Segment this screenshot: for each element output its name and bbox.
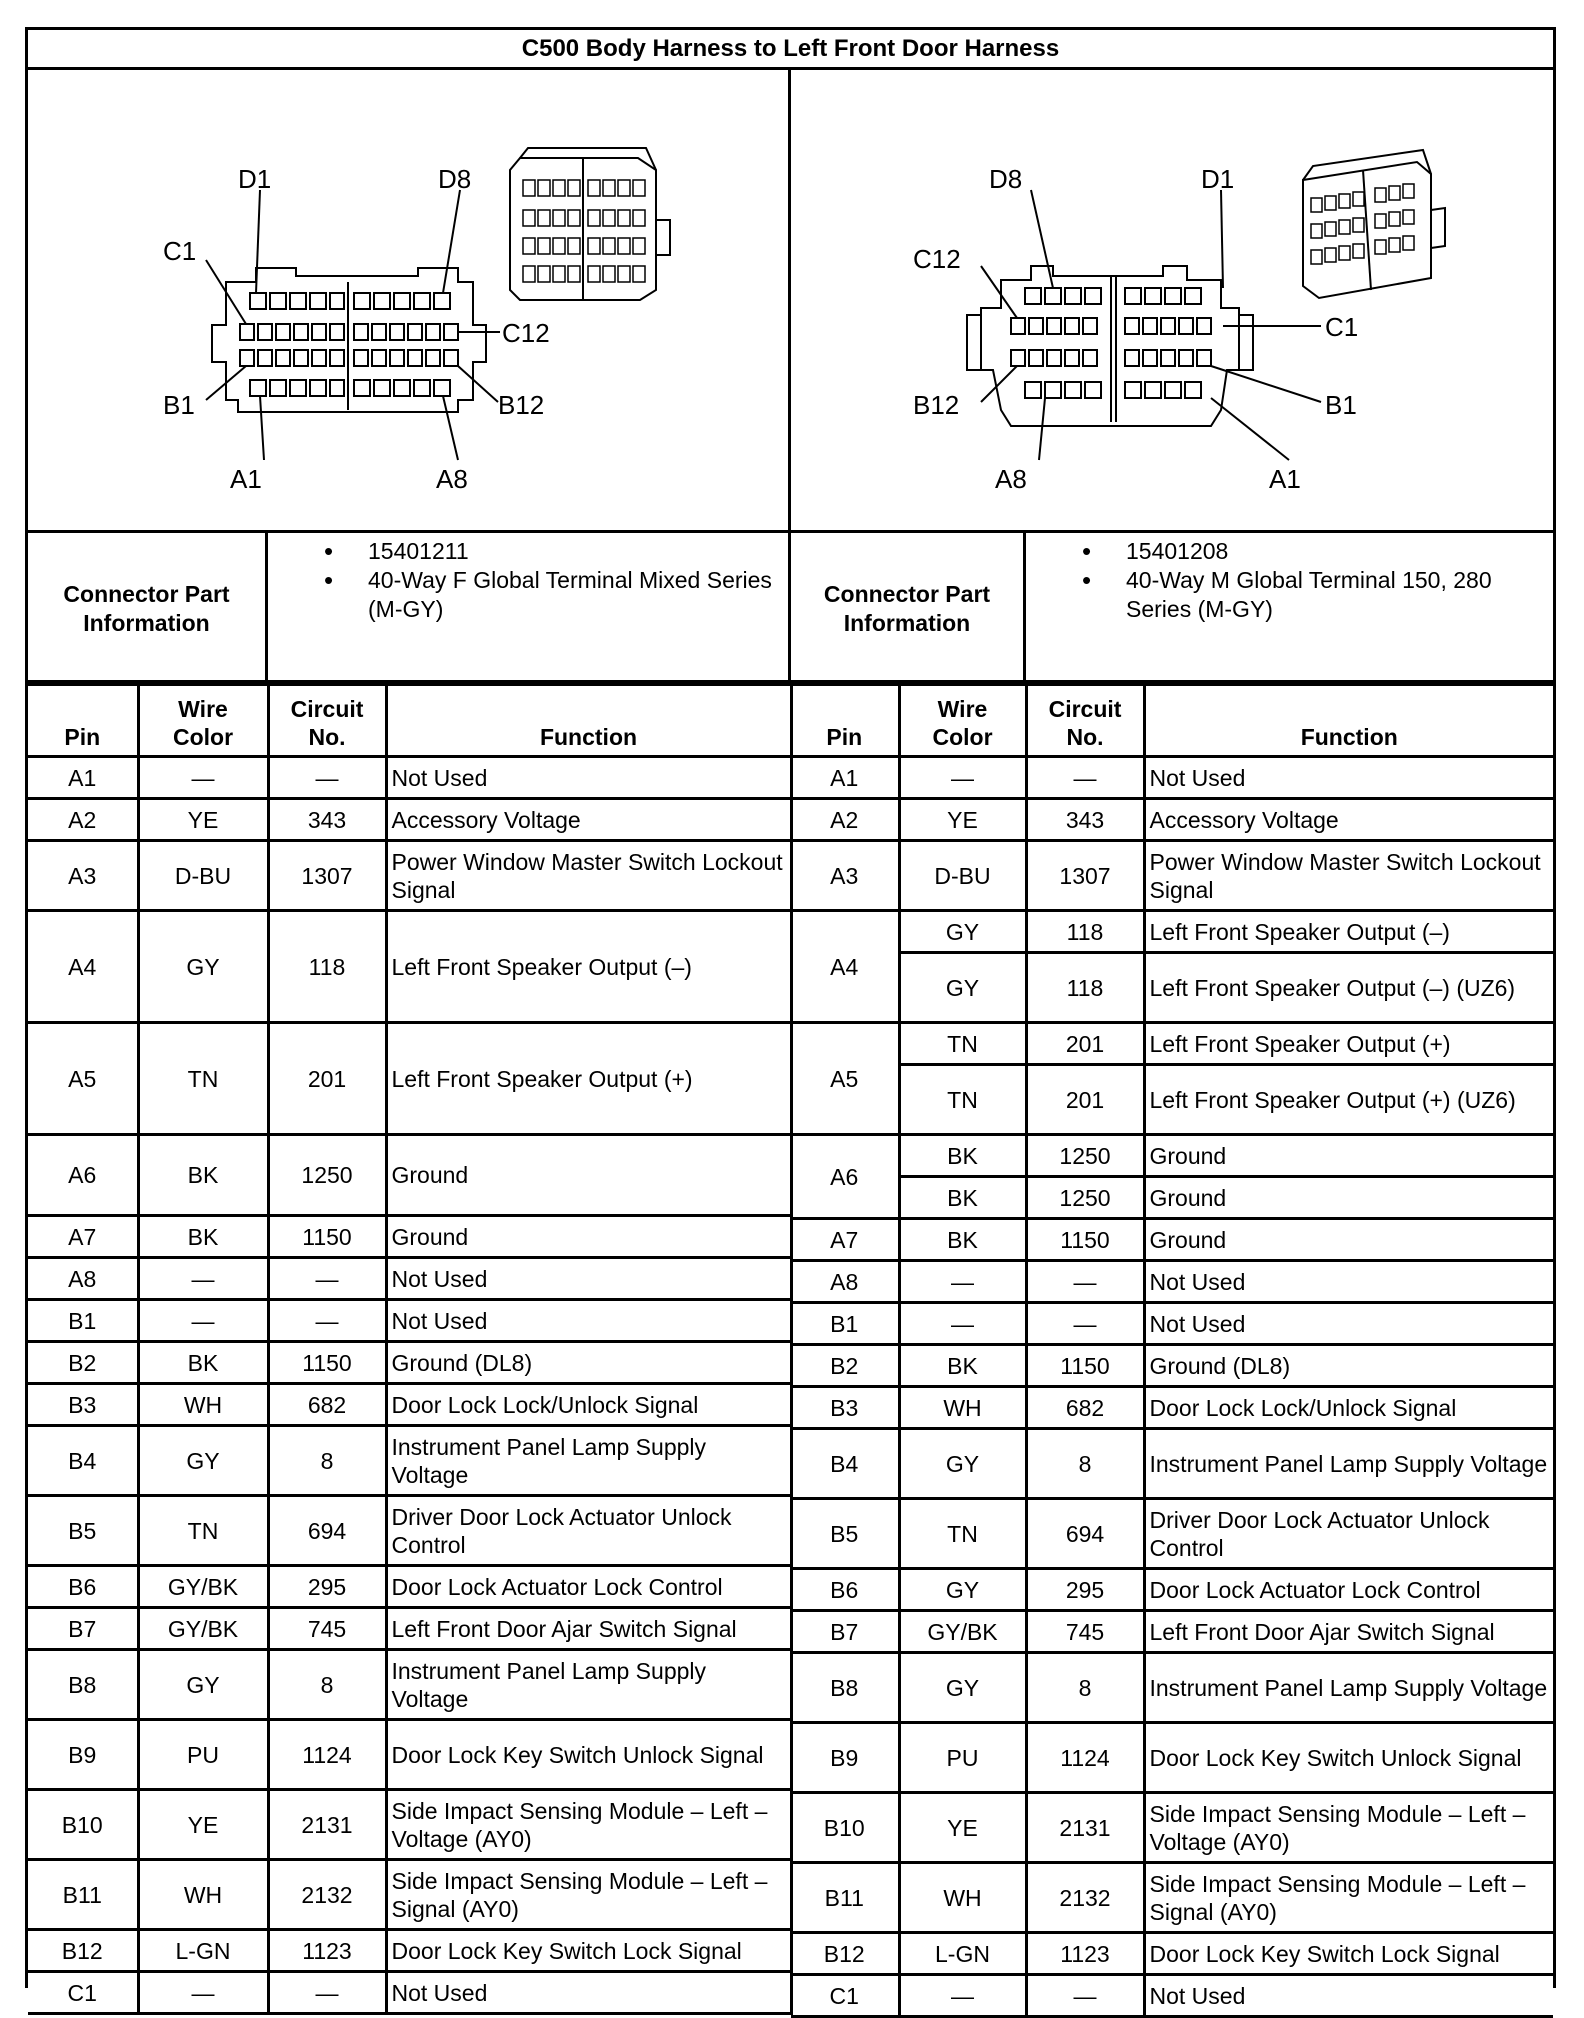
column-header-circuit: Circuit No. xyxy=(268,685,386,757)
connector-face-female xyxy=(28,70,788,530)
pin-cell: C1 xyxy=(28,1972,138,2014)
function-cell: Instrument Panel Lamp Supply Voltage xyxy=(1144,1653,1553,1723)
function-cell: Instrument Panel Lamp Supply Voltage xyxy=(386,1426,791,1496)
pin-cell: A4 xyxy=(28,911,138,1023)
wire-cell: L-GN xyxy=(899,1933,1026,1975)
table-row xyxy=(791,1023,1553,1065)
connector-diagram-right xyxy=(791,70,1553,533)
wire-cell: — xyxy=(138,1300,268,1342)
table-row xyxy=(791,1975,1553,2017)
circuit-cell: 745 xyxy=(268,1608,386,1650)
label-a1: A1 xyxy=(1269,464,1301,494)
wire-cell: — xyxy=(899,1303,1026,1345)
table-row xyxy=(28,1258,791,1300)
label-b1: B1 xyxy=(1325,390,1357,420)
label-c12: C12 xyxy=(913,244,961,274)
circuit-cell: 201 xyxy=(1026,1023,1144,1065)
pin-cell: B5 xyxy=(28,1496,138,1566)
function-cell: Door Lock Actuator Lock Control xyxy=(386,1566,791,1608)
function-cell: Accessory Voltage xyxy=(1144,799,1553,841)
table-row xyxy=(28,911,791,1023)
pin-cell: A6 xyxy=(28,1135,138,1216)
function-cell: Instrument Panel Lamp Supply Voltage xyxy=(386,1650,791,1720)
pin-cell: B8 xyxy=(28,1650,138,1720)
wire-cell: GY xyxy=(899,911,1026,953)
table-row xyxy=(791,1499,1553,1569)
table-row xyxy=(28,1496,791,1566)
function-cell: Not Used xyxy=(386,757,791,799)
wire-cell: — xyxy=(138,1258,268,1300)
circuit-cell: 694 xyxy=(268,1496,386,1566)
pin-cell: B12 xyxy=(28,1930,138,1972)
wire-cell: BK xyxy=(138,1342,268,1384)
label-d1: D1 xyxy=(1201,164,1235,194)
table-row xyxy=(791,1723,1553,1793)
label-c1: C1 xyxy=(1325,312,1359,342)
column-header-pin: Pin xyxy=(28,685,138,757)
function-cell: Accessory Voltage xyxy=(386,799,791,841)
circuit-cell: 1124 xyxy=(1026,1723,1144,1793)
circuit-cell: 1307 xyxy=(268,841,386,911)
circuit-cell: — xyxy=(268,1300,386,1342)
circuit-cell: — xyxy=(1026,1975,1144,2017)
circuit-cell: 1150 xyxy=(268,1342,386,1384)
function-cell: Left Front Speaker Output (+) xyxy=(1144,1023,1553,1065)
connector-info-list xyxy=(268,533,788,624)
function-cell: Ground (DL8) xyxy=(386,1342,791,1384)
function-cell: Door Lock Key Switch Lock Signal xyxy=(386,1930,791,1972)
column-header-circuit: Circuit No. xyxy=(1026,685,1144,757)
table-row xyxy=(791,1261,1553,1303)
wire-cell: TN xyxy=(899,1065,1026,1135)
circuit-cell: 694 xyxy=(1026,1499,1144,1569)
function-cell: Side Impact Sensing Module – Left – Signal (AY0) xyxy=(386,1860,791,1930)
function-cell: Not Used xyxy=(1144,1261,1553,1303)
function-cell: Power Window Master Switch Lockout Signal xyxy=(386,841,791,911)
connector-info-heading: Connector Part Information xyxy=(28,533,268,680)
function-cell: Door Lock Lock/Unlock Signal xyxy=(386,1384,791,1426)
circuit-cell: 1250 xyxy=(268,1135,386,1216)
pin-cell: A2 xyxy=(28,799,138,841)
wire-cell: TN xyxy=(899,1499,1026,1569)
wire-cell: PU xyxy=(899,1723,1026,1793)
pin-cell: A7 xyxy=(791,1219,899,1261)
column-header-pin: Pin xyxy=(791,685,899,757)
label-d8: D8 xyxy=(989,164,1023,194)
table-row xyxy=(28,1300,791,1342)
wire-cell: GY xyxy=(899,1569,1026,1611)
circuit-cell: 1123 xyxy=(1026,1933,1144,1975)
circuit-cell: 1123 xyxy=(268,1930,386,1972)
table-row xyxy=(791,841,1553,911)
pin-cell: B11 xyxy=(28,1860,138,1930)
wire-cell: TN xyxy=(138,1496,268,1566)
wire-cell: YE xyxy=(899,1793,1026,1863)
table-row xyxy=(28,1650,791,1720)
function-cell: Left Front Speaker Output (–) xyxy=(386,911,791,1023)
pin-cell: A6 xyxy=(791,1135,899,1219)
table-row xyxy=(28,841,791,911)
table-row xyxy=(791,799,1553,841)
circuit-cell: 2132 xyxy=(1026,1863,1144,1933)
table-row xyxy=(791,1793,1553,1863)
pin-cell: B2 xyxy=(28,1342,138,1384)
wire-cell: GY/BK xyxy=(138,1566,268,1608)
table-row xyxy=(791,1933,1553,1975)
function-cell: Not Used xyxy=(1144,757,1553,799)
wire-cell: TN xyxy=(899,1023,1026,1065)
part-description: • 40-Way F Global Terminal Mixed Series (M-GY) xyxy=(268,566,788,624)
wire-cell: — xyxy=(138,1972,268,2014)
pin-cell: B10 xyxy=(28,1790,138,1860)
function-cell: Door Lock Key Switch Unlock Signal xyxy=(1144,1723,1553,1793)
function-cell: Door Lock Actuator Lock Control xyxy=(1144,1569,1553,1611)
label-c1: C1 xyxy=(163,236,197,266)
label-b12: B12 xyxy=(498,390,545,420)
circuit-cell: 343 xyxy=(268,799,386,841)
column-header-wire-color: Wire Color xyxy=(899,685,1026,757)
part-number: • 15401208 xyxy=(1026,537,1546,566)
pin-cell: B12 xyxy=(791,1933,899,1975)
pin-cell: B7 xyxy=(791,1611,899,1653)
circuit-cell: 201 xyxy=(268,1023,386,1135)
circuit-cell: — xyxy=(1026,1261,1144,1303)
function-cell: Driver Door Lock Actuator Unlock Control xyxy=(1144,1499,1553,1569)
circuit-cell: 2131 xyxy=(268,1790,386,1860)
circuit-cell: 8 xyxy=(268,1426,386,1496)
function-cell: Driver Door Lock Actuator Unlock Control xyxy=(386,1496,791,1566)
column-header-wire-color: Wire Color xyxy=(138,685,268,757)
function-cell: Ground xyxy=(386,1216,791,1258)
pin-cell: B5 xyxy=(791,1499,899,1569)
table-row xyxy=(28,757,791,799)
pin-cell: A1 xyxy=(791,757,899,799)
wire-cell: — xyxy=(899,757,1026,799)
table-row xyxy=(28,1342,791,1384)
part-description: • 40-Way M Global Terminal 150, 280 Series (M-GY) xyxy=(1026,566,1546,624)
table-row xyxy=(28,799,791,841)
circuit-cell: — xyxy=(268,1258,386,1300)
function-cell: Left Front Speaker Output (+) (UZ6) xyxy=(1144,1065,1553,1135)
wire-cell: GY xyxy=(138,911,268,1023)
circuit-cell: 2132 xyxy=(268,1860,386,1930)
circuit-cell: 2131 xyxy=(1026,1793,1144,1863)
connector-sheet xyxy=(25,27,1556,2009)
table-row xyxy=(791,1135,1553,1177)
wire-cell: D-BU xyxy=(899,841,1026,911)
pin-cell: A3 xyxy=(28,841,138,911)
table-row xyxy=(28,1566,791,1608)
wire-cell: YE xyxy=(138,799,268,841)
function-cell: Side Impact Sensing Module – Left – Signal (AY0) xyxy=(1144,1863,1553,1933)
wire-cell: YE xyxy=(138,1790,268,1860)
pin-cell: B6 xyxy=(791,1569,899,1611)
table-row xyxy=(791,953,1553,1023)
connector-diagram-left xyxy=(28,70,791,533)
pin-cell: B10 xyxy=(791,1793,899,1863)
pin-cell: B1 xyxy=(791,1303,899,1345)
table-row xyxy=(28,1216,791,1258)
function-cell: Ground (DL8) xyxy=(1144,1345,1553,1387)
circuit-cell: 1150 xyxy=(1026,1219,1144,1261)
label-a8: A8 xyxy=(436,464,468,494)
label-b12: B12 xyxy=(913,390,960,420)
label-b1: B1 xyxy=(163,390,195,420)
circuit-cell: 682 xyxy=(1026,1387,1144,1429)
pinout-table-left xyxy=(28,683,793,2015)
wire-cell: WH xyxy=(138,1384,268,1426)
table-row xyxy=(791,1345,1553,1387)
pin-cell: A5 xyxy=(791,1023,899,1135)
circuit-cell: — xyxy=(1026,757,1144,799)
wire-cell: BK xyxy=(138,1216,268,1258)
wire-cell: BK xyxy=(138,1135,268,1216)
wire-cell: BK xyxy=(899,1219,1026,1261)
pin-cell: A2 xyxy=(791,799,899,841)
table-row xyxy=(28,1860,791,1930)
function-cell: Left Front Door Ajar Switch Signal xyxy=(386,1608,791,1650)
pin-cell: B6 xyxy=(28,1566,138,1608)
wire-cell: — xyxy=(899,1261,1026,1303)
connector-info-list xyxy=(1026,533,1546,624)
table-row xyxy=(28,1426,791,1496)
table-row xyxy=(791,757,1553,799)
circuit-cell: 295 xyxy=(1026,1569,1144,1611)
function-cell: Ground xyxy=(386,1135,791,1216)
function-cell: Ground xyxy=(1144,1177,1553,1219)
pin-cell: B4 xyxy=(791,1429,899,1499)
pin-cell: B9 xyxy=(28,1720,138,1790)
circuit-cell: 1250 xyxy=(1026,1135,1144,1177)
table-row xyxy=(791,1429,1553,1499)
circuit-cell: — xyxy=(268,1972,386,2014)
wire-cell: WH xyxy=(899,1387,1026,1429)
pin-cell: B2 xyxy=(791,1345,899,1387)
circuit-cell: 8 xyxy=(268,1650,386,1720)
table-row xyxy=(791,1569,1553,1611)
table-row xyxy=(791,911,1553,953)
function-cell: Ground xyxy=(1144,1219,1553,1261)
circuit-cell: 745 xyxy=(1026,1611,1144,1653)
pin-cell: B4 xyxy=(28,1426,138,1496)
function-cell: Side Impact Sensing Module – Left – Voltage (AY0) xyxy=(386,1790,791,1860)
table-row xyxy=(28,1972,791,2014)
circuit-cell: — xyxy=(1026,1303,1144,1345)
column-header-function: Function xyxy=(1144,685,1553,757)
label-d1: D1 xyxy=(238,164,272,194)
wire-cell: GY xyxy=(138,1650,268,1720)
circuit-cell: 8 xyxy=(1026,1429,1144,1499)
pin-cell: A4 xyxy=(791,911,899,1023)
table-row xyxy=(791,1177,1553,1219)
connector-info-left xyxy=(28,533,791,683)
pin-cell: B8 xyxy=(791,1653,899,1723)
function-cell: Left Front Speaker Output (+) xyxy=(386,1023,791,1135)
table-row xyxy=(28,1930,791,1972)
circuit-cell: 8 xyxy=(1026,1653,1144,1723)
function-cell: Not Used xyxy=(386,1258,791,1300)
wire-cell: WH xyxy=(899,1863,1026,1933)
circuit-cell: 1150 xyxy=(1026,1345,1144,1387)
pin-cell: B3 xyxy=(28,1384,138,1426)
label-c12: C12 xyxy=(502,318,550,348)
pin-cell: B3 xyxy=(791,1387,899,1429)
pin-cell: A1 xyxy=(28,757,138,799)
function-cell: Left Front Speaker Output (–) (UZ6) xyxy=(1144,953,1553,1023)
pin-cell: A8 xyxy=(791,1261,899,1303)
wire-cell: WH xyxy=(138,1860,268,1930)
wire-cell: GY xyxy=(899,953,1026,1023)
table-row xyxy=(791,1303,1553,1345)
pin-cell: A7 xyxy=(28,1216,138,1258)
connector-info-heading: Connector Part Information xyxy=(791,533,1026,680)
pin-cell: B9 xyxy=(791,1723,899,1793)
wire-cell: D-BU xyxy=(138,841,268,911)
pin-cell: A3 xyxy=(791,841,899,911)
function-cell: Ground xyxy=(1144,1135,1553,1177)
wire-cell: — xyxy=(899,1975,1026,2017)
circuit-cell: — xyxy=(268,757,386,799)
circuit-cell: 682 xyxy=(268,1384,386,1426)
wire-cell: YE xyxy=(899,799,1026,841)
function-cell: Left Front Door Ajar Switch Signal xyxy=(1144,1611,1553,1653)
table-row xyxy=(791,1219,1553,1261)
column-header-function: Function xyxy=(386,685,791,757)
table-row xyxy=(791,1863,1553,1933)
wire-cell: GY/BK xyxy=(899,1611,1026,1653)
label-d8: D8 xyxy=(438,164,472,194)
wire-cell: GY xyxy=(899,1653,1026,1723)
table-row xyxy=(791,1387,1553,1429)
label-a1: A1 xyxy=(230,464,262,494)
function-cell: Side Impact Sensing Module – Left – Voltage (AY0) xyxy=(1144,1793,1553,1863)
part-number: • 15401211 xyxy=(268,537,788,566)
function-cell: Not Used xyxy=(1144,1303,1553,1345)
wire-cell: TN xyxy=(138,1023,268,1135)
circuit-cell: 1150 xyxy=(268,1216,386,1258)
table-row xyxy=(28,1023,791,1135)
function-cell: Door Lock Lock/Unlock Signal xyxy=(1144,1387,1553,1429)
wire-cell: GY/BK xyxy=(138,1608,268,1650)
function-cell: Door Lock Key Switch Lock Signal xyxy=(1144,1933,1553,1975)
function-cell: Instrument Panel Lamp Supply Voltage xyxy=(1144,1429,1553,1499)
function-cell: Not Used xyxy=(386,1972,791,2014)
table-row xyxy=(791,1611,1553,1653)
table-row xyxy=(28,1720,791,1790)
function-cell: Not Used xyxy=(1144,1975,1553,2017)
pin-cell: B7 xyxy=(28,1608,138,1650)
circuit-cell: 1124 xyxy=(268,1720,386,1790)
function-cell: Not Used xyxy=(386,1300,791,1342)
wire-cell: BK xyxy=(899,1345,1026,1387)
circuit-cell: 1250 xyxy=(1026,1177,1144,1219)
function-cell: Door Lock Key Switch Unlock Signal xyxy=(386,1720,791,1790)
circuit-cell: 1307 xyxy=(1026,841,1144,911)
pin-cell: C1 xyxy=(791,1975,899,2017)
circuit-cell: 118 xyxy=(268,911,386,1023)
circuit-cell: 118 xyxy=(1026,911,1144,953)
wire-cell: — xyxy=(138,757,268,799)
label-a8: A8 xyxy=(995,464,1027,494)
pin-cell: B11 xyxy=(791,1863,899,1933)
pin-cell: B1 xyxy=(28,1300,138,1342)
wire-cell: L-GN xyxy=(138,1930,268,1972)
circuit-cell: 295 xyxy=(268,1566,386,1608)
table-row xyxy=(28,1135,791,1216)
pin-cell: A5 xyxy=(28,1023,138,1135)
table-row xyxy=(791,1065,1553,1135)
circuit-cell: 201 xyxy=(1026,1065,1144,1135)
table-row xyxy=(28,1608,791,1650)
table-row xyxy=(791,1653,1553,1723)
wire-cell: PU xyxy=(138,1720,268,1790)
function-cell: Power Window Master Switch Lockout Signal xyxy=(1144,841,1553,911)
connector-info-right xyxy=(791,533,1553,683)
function-cell: Left Front Speaker Output (–) xyxy=(1144,911,1553,953)
circuit-cell: 343 xyxy=(1026,799,1144,841)
wire-cell: BK xyxy=(899,1135,1026,1177)
table-row xyxy=(28,1790,791,1860)
wire-cell: GY xyxy=(899,1429,1026,1499)
connector-face-male xyxy=(791,70,1551,530)
pin-cell: A8 xyxy=(28,1258,138,1300)
table-row xyxy=(28,1384,791,1426)
circuit-cell: 118 xyxy=(1026,953,1144,1023)
wire-cell: GY xyxy=(138,1426,268,1496)
pinout-table-right xyxy=(791,683,1553,2018)
page-title: C500 Body Harness to Left Front Door Harness xyxy=(28,30,1553,70)
wire-cell: BK xyxy=(899,1177,1026,1219)
